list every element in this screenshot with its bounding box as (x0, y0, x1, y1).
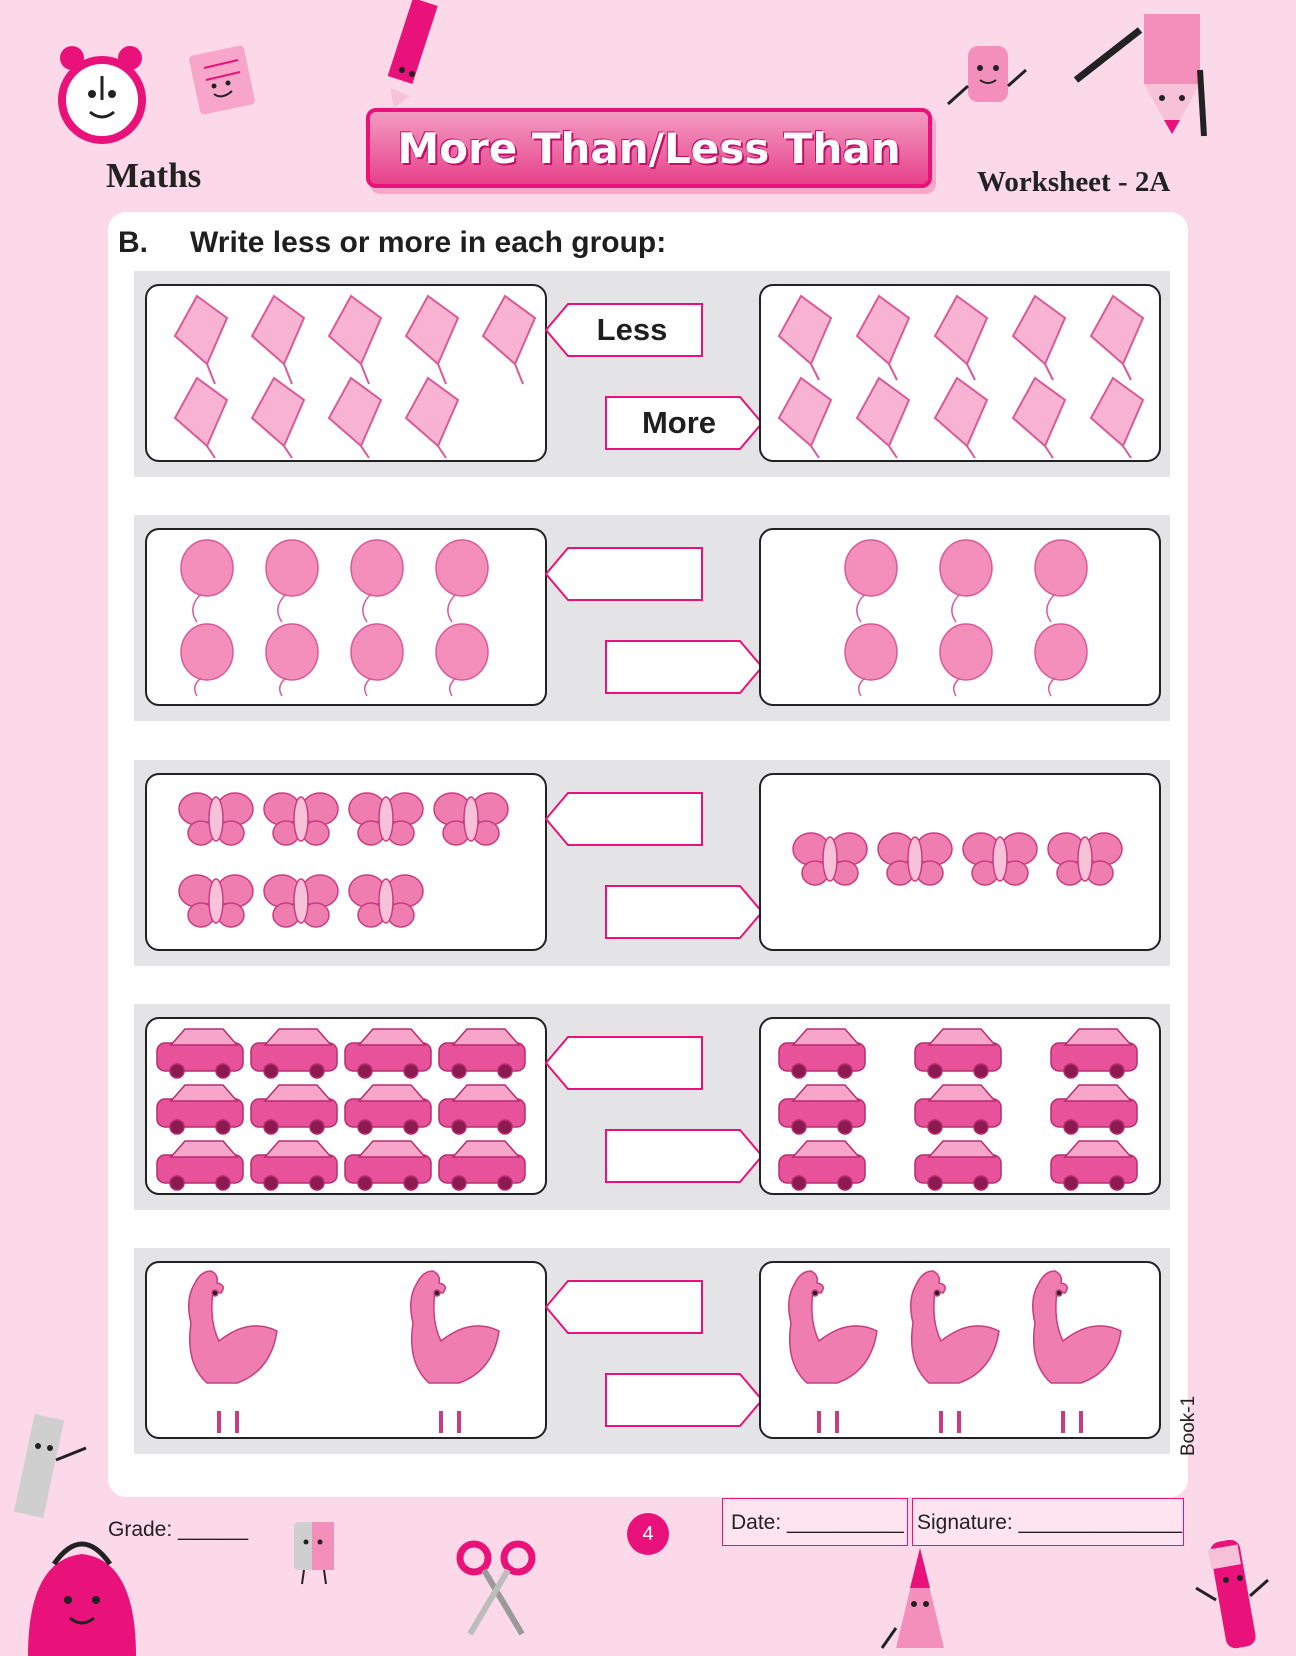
answer-text: Less (596, 312, 668, 347)
alarm-clock-icon (52, 40, 152, 150)
cars-right-illustration (761, 1019, 1159, 1193)
left-group-box (145, 1261, 547, 1439)
answer-text (604, 885, 764, 939)
pencil-character-icon (380, 0, 450, 110)
left-group-box (145, 773, 547, 951)
left-group-box (145, 528, 547, 706)
right-group-box (759, 284, 1161, 462)
answer-box-left[interactable] (544, 547, 704, 601)
answer-text (604, 640, 764, 694)
answer-box-right[interactable] (604, 1129, 764, 1183)
right-group-box (759, 1017, 1161, 1195)
kites-left-illustration (147, 286, 545, 460)
left-group-box (145, 284, 547, 462)
book-label: Book-1 (1178, 1395, 1199, 1456)
signature-label: Signature: ______________ (917, 1511, 1183, 1534)
answer-text (604, 1373, 764, 1427)
answer-box-right[interactable] (604, 640, 764, 694)
right-group-box (759, 528, 1161, 706)
eraser-character-icon (942, 40, 1032, 120)
answer-box-left[interactable] (544, 303, 704, 357)
notepad-character-icon (178, 40, 268, 120)
butterflies-left-illustration (147, 775, 545, 949)
section-instruction: Write less or more in each group: (190, 226, 667, 259)
page-number: 4 (627, 1513, 669, 1555)
answer-box-right[interactable] (604, 396, 764, 450)
grade-field[interactable]: Grade: ______ (108, 1518, 249, 1541)
answer-box-right[interactable] (604, 1373, 764, 1427)
left-group-box (145, 1017, 547, 1195)
subject-label: Maths (106, 156, 202, 195)
balloons-left-illustration (147, 530, 545, 704)
scissors-icon (456, 1538, 536, 1638)
backpack-character-icon (18, 1530, 148, 1656)
section-letter: B. (118, 226, 148, 259)
ruler-pencil-character-icon (1070, 10, 1220, 140)
pen-character-icon (1192, 1540, 1272, 1656)
answer-text: More (641, 405, 717, 440)
ruler-character-icon (10, 1410, 90, 1530)
answer-box-left[interactable] (544, 792, 704, 846)
kites-right-illustration (761, 286, 1159, 460)
answer-text (544, 792, 704, 846)
date-box[interactable] (722, 1498, 908, 1546)
answer-text (604, 1129, 764, 1183)
answer-text (544, 1036, 704, 1090)
answer-box-left[interactable] (544, 1280, 704, 1334)
balloons-right-illustration (761, 530, 1159, 704)
butterflies-right-illustration (761, 775, 1159, 949)
title-banner (366, 108, 932, 188)
worksheet-label: Worksheet - 2A (977, 166, 1171, 198)
cars-left-illustration (147, 1019, 545, 1193)
page-title: More Than/Less Than (397, 123, 901, 173)
signature-box[interactable] (912, 1498, 1184, 1546)
right-group-box (759, 773, 1161, 951)
sharpener-character-icon (284, 1518, 344, 1588)
answer-text (544, 547, 704, 601)
answer-box-left[interactable] (544, 1036, 704, 1090)
hens-left-illustration (147, 1263, 545, 1437)
answer-box-right[interactable] (604, 885, 764, 939)
right-group-box (759, 1261, 1161, 1439)
hens-right-illustration (761, 1263, 1159, 1437)
crayon-character-icon (880, 1548, 960, 1656)
date-label: Date: __________ (731, 1511, 904, 1534)
answer-text (544, 1280, 704, 1334)
